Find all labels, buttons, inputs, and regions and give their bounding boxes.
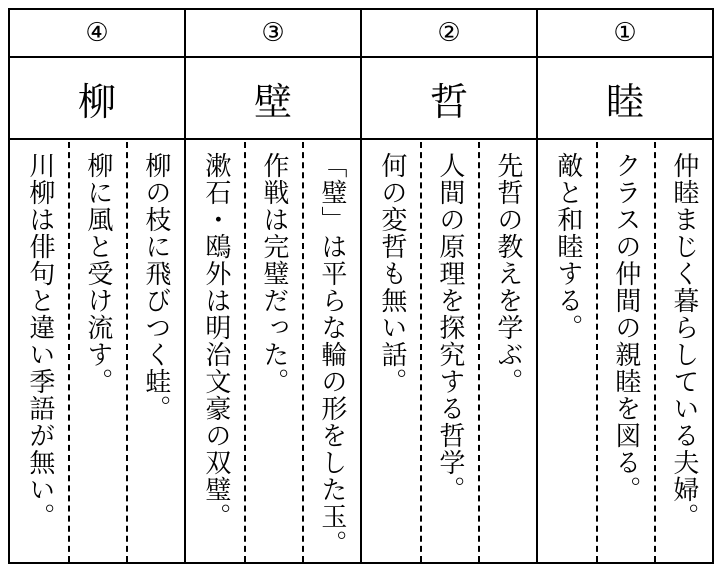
- sentence-line: 作戦は完璧だった。: [258, 152, 289, 395]
- sentence-line: 敵と和睦する。: [552, 152, 583, 341]
- panel-kanji: 睦: [605, 79, 644, 124]
- panel-4: [10, 10, 184, 562]
- divider: [186, 138, 360, 140]
- sentence-line: 柳に風と受け流す。: [82, 152, 113, 395]
- sentence-line: 「璧」は平らな輪の形をした玉。: [316, 152, 347, 557]
- panel-kanji: 柳: [77, 79, 116, 124]
- divider: [362, 138, 536, 140]
- panel-number: ②: [437, 18, 461, 48]
- panel-3: [186, 10, 360, 562]
- divider: [10, 138, 184, 140]
- sentence-line: 川柳は俳句と違い季語が無い。: [24, 152, 55, 530]
- panel-number: ①: [613, 18, 637, 48]
- divider: [538, 138, 712, 140]
- sentence-line: 柳の枝に飛びつく蛙。: [140, 152, 171, 422]
- sentence-line: 人間の原理を探究する哲学。: [434, 152, 465, 503]
- sentence-line: 先哲の教えを学ぶ。: [492, 152, 523, 395]
- panel-kanji: 哲: [429, 79, 468, 124]
- panel-2: [362, 10, 536, 562]
- sentence-line: 漱石・鴎外は明治文豪の双璧。: [200, 152, 231, 530]
- sentence-line: 仲睦まじく暮らしている夫婦。: [668, 152, 699, 530]
- panel-number: ④: [85, 18, 109, 48]
- panel-1: [538, 10, 712, 562]
- sentence-line: クラスの仲間の親睦を図る。: [610, 152, 641, 503]
- panel-number: ③: [261, 18, 285, 48]
- panel-kanji: 壁: [253, 79, 292, 124]
- worksheet: [8, 8, 714, 564]
- sentence-line: 何の変哲も無い話。: [376, 152, 407, 395]
